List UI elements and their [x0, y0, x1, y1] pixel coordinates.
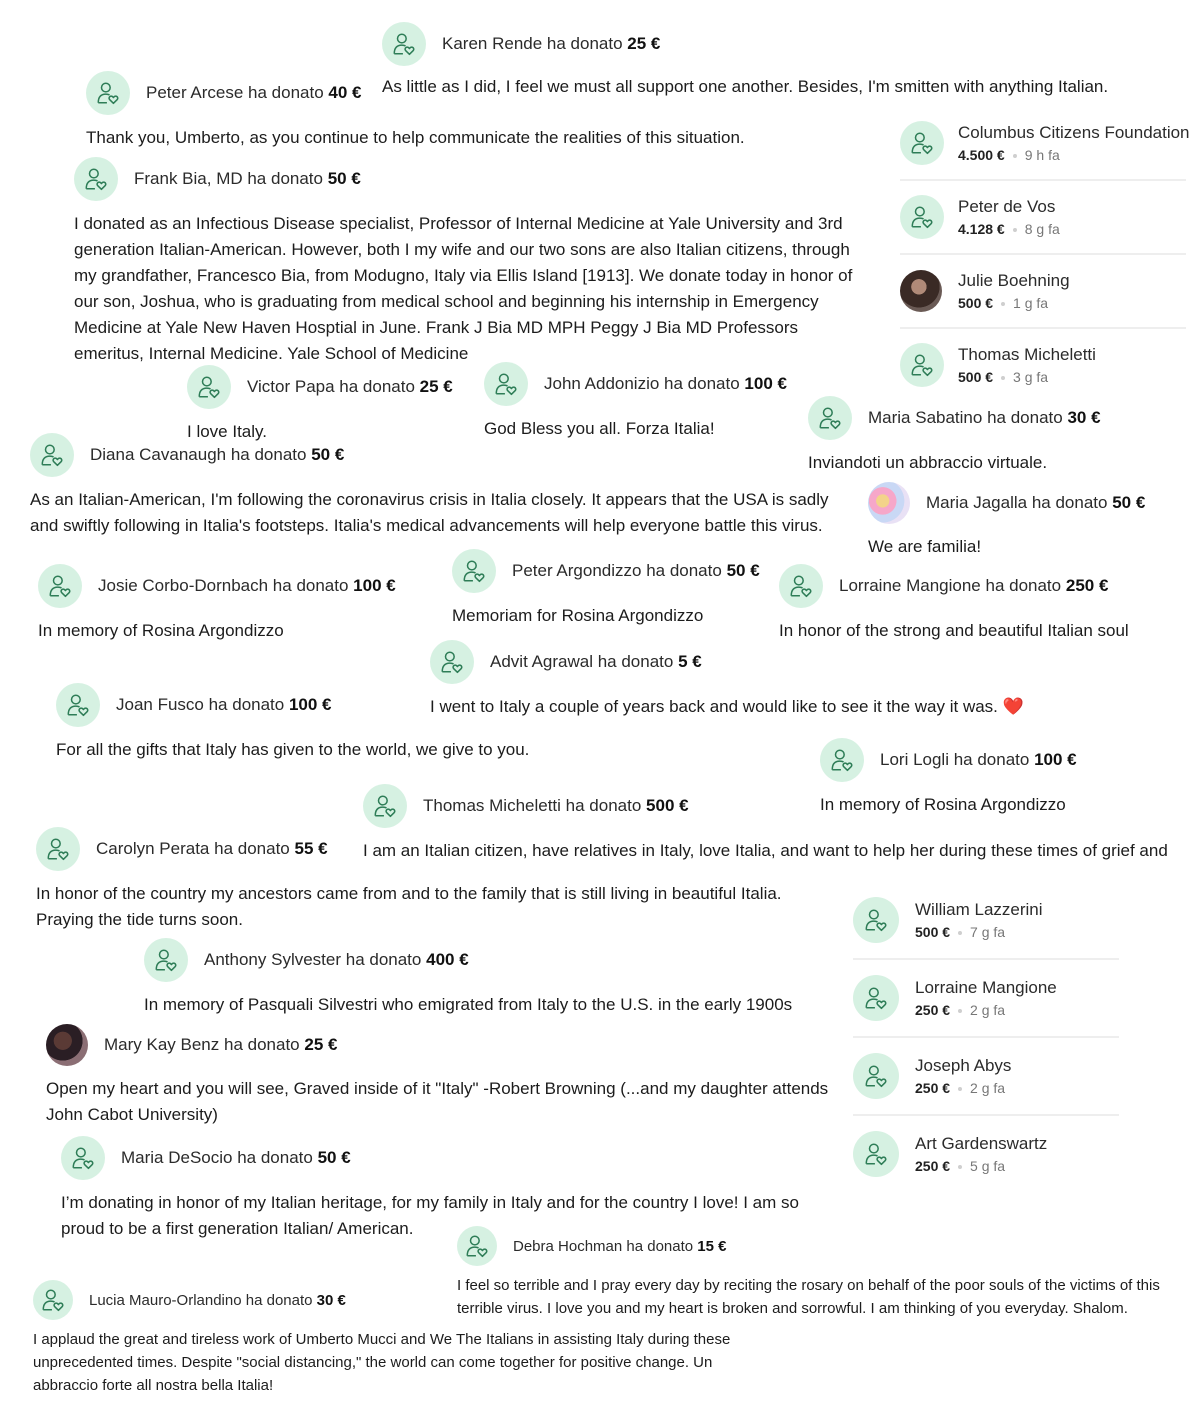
donation-message: I love Italy. [187, 422, 267, 441]
donation-card-mary-kay-benz [46, 1024, 836, 1128]
donation-message: In honor of the strong and beautiful Italian soul [779, 621, 1129, 640]
donation-amount: 50 € [1112, 493, 1146, 512]
donor-heart-icon [900, 343, 944, 387]
donor-heart-icon [457, 1226, 497, 1266]
donor-name: Anthony Sylvester ha donato 400 € [204, 950, 469, 969]
donor-avatar [46, 1024, 88, 1066]
donation-amount: 50 € [311, 445, 345, 464]
donation-card-maria-sabatino [808, 396, 1148, 476]
top-donor-meta: 4.500 € 9 h fa [958, 147, 1060, 163]
donor-name: John Addonizio ha donato 100 € [544, 374, 787, 393]
donation-amount: 100 € [1034, 750, 1077, 769]
donor-name: Maria DeSocio ha donato 50 € [121, 1148, 351, 1167]
donation-amount: 500 € [646, 796, 689, 815]
donor-heart-icon [33, 1280, 73, 1320]
top-donor-meta: 500 € 1 g fa [958, 295, 1049, 311]
donor-heart-icon [484, 362, 528, 406]
donor-avatar [868, 482, 910, 524]
donation-amount: 15 € [697, 1237, 727, 1255]
donor-name: Thomas Micheletti ha donato 500 € [423, 796, 689, 815]
donation-amount: 400 € [426, 950, 469, 969]
donor-name: Lucia Mauro-Orlandino ha donato 30 € [89, 1291, 346, 1309]
donor-heart-icon [853, 1053, 899, 1099]
donation-amount: 100 € [744, 374, 787, 393]
donor-name: Carolyn Perata ha donato 55 € [96, 839, 328, 858]
donation-message: In memory of Rosina Argondizzo [820, 795, 1066, 814]
donation-message: I feel so terrible and I pray every day by reciting the rosary on behalf of the poor souls of the victims of this terrible virus. I love you and my heart is broken and sorrowful. I am thinking of you everyday. Shalom. [457, 1277, 1160, 1317]
donor-name: Advit Agrawal ha donato 5 € [490, 652, 702, 671]
donor-heart-icon [853, 897, 899, 943]
donation-message: For all the gifts that Italy has given to the world, we give to you. [56, 740, 530, 759]
donation-amount: 100 € [288, 695, 332, 714]
donor-name: Debra Hochman ha donato 15 € [513, 1237, 727, 1255]
donation-message: God Bless you all. Forza Italia! [484, 419, 715, 438]
donor-heart-icon [56, 683, 100, 727]
top-donor-name: Thomas Micheletti [958, 345, 1096, 364]
top-donor-meta: 250 € 2 g fa [915, 1002, 1006, 1018]
donation-message: We are familia! [868, 537, 982, 556]
donor-name: Lorraine Mangione ha donato 250 € [839, 576, 1109, 595]
donation-amount: 5 € [678, 652, 702, 671]
donor-name: Mary Kay Benz ha donato 25 € [104, 1035, 338, 1054]
donor-name: Maria Jagalla ha donato 50 € [926, 493, 1146, 512]
donor-name: Karen Rende ha donato 25 € [442, 34, 661, 53]
top-donor-meta: 500 € 3 g fa [958, 369, 1049, 385]
donation-card-carolyn-perata [36, 827, 806, 933]
donor-heart-icon [382, 22, 426, 66]
donation-message: I donated as an Infectious Disease specialist, Professor of Internal Medicine at Yale University and 3rd generation Italian-American. However, both I my wife and our two sons are also Italian citizens, through my grandfather, Francesco Bia, from Modugno, Italy via Ellis Island [1913]. We donate today in honor of our son, Joshua, who is graduating from medical school and beginning his internship in Emergency Medicine at Yale New Haven Hosptial in June. Frank J Bia MD MPH Peggy J Bia MD Professors emeritus, Internal Medicine. Yale School of Medicine [74, 214, 853, 363]
donor-heart-icon [452, 549, 496, 593]
donor-name: Frank Bia, MD ha donato 50 € [134, 169, 361, 188]
donation-amount: 25 € [304, 1035, 338, 1054]
donation-card-frank-bia [74, 157, 856, 367]
donor-heart-icon [900, 121, 944, 165]
donor-heart-icon [187, 365, 231, 409]
donation-message: I went to Italy a couple of years back and would like to see it the way it was. ❤️ [430, 697, 1024, 716]
top-donor-item [900, 255, 1186, 329]
donor-name: Peter Argondizzo ha donato 50 € [512, 561, 760, 580]
donation-card-josie-corbo-dornbach [38, 564, 428, 644]
top-donor-name: Art Gardenswartz [915, 1134, 1048, 1153]
donor-avatar [900, 270, 942, 312]
top-donors-list [853, 882, 1119, 1192]
top-donor-name: Joseph Abys [915, 1056, 1012, 1075]
donation-message: As an Italian-American, I'm following the coronavirus crisis in Italia closely. It appears that the USA is sadly and swiftly following in Italia's footsteps. Italia's medical advancements will help everyone battle this virus. [30, 490, 829, 535]
donor-name: Diana Cavanaugh ha donato 50 € [90, 445, 345, 464]
donor-heart-icon [779, 564, 823, 608]
donor-name: Peter Arcese ha donato 40 € [146, 83, 362, 102]
top-donor-name: Lorraine Mangione [915, 978, 1057, 997]
donor-heart-icon [900, 195, 944, 239]
top-donor-meta: 500 € 7 g fa [915, 924, 1006, 940]
donation-message: Open my heart and you will see, Graved inside of it "Italy" -Robert Browning (...and my daughter attends John Cabot University) [46, 1079, 829, 1124]
donation-message: Thank you, Umberto, as you continue to help communicate the realities of this situation. [86, 128, 745, 147]
donation-message: In honor of the country my ancestors came from and to the family that is still living in beautiful Italia. Praying the tide turns soon. [36, 884, 782, 929]
donor-heart-icon [820, 738, 864, 782]
donor-name: Victor Papa ha donato 25 € [247, 377, 453, 396]
donation-message: In memory of Pasquali Silvestri who emigrated from Italy to the U.S. in the early 1900s [144, 995, 793, 1014]
donation-message: In memory of Rosina Argondizzo [38, 621, 284, 640]
donation-amount: 30 € [1067, 408, 1101, 427]
donor-name: Josie Corbo-Dornbach ha donato 100 € [98, 576, 396, 595]
donation-card-maria-jagalla [868, 482, 1168, 560]
top-donor-meta: 4.128 € 8 g fa [958, 221, 1060, 237]
donor-heart-icon [30, 433, 74, 477]
donor-heart-icon [363, 784, 407, 828]
donation-message: As little as I did, I feel we must all support one another. Besides, I'm smitten with anything Italian. [382, 77, 1109, 96]
donation-amount: 30 € [316, 1291, 346, 1309]
top-donor-item [853, 882, 1119, 960]
donation-amount: 25 € [627, 34, 661, 53]
donation-message: Memoriam for Rosina Argondizzo [452, 606, 704, 625]
donation-amount: 40 € [328, 83, 362, 102]
donation-amount: 100 € [353, 576, 396, 595]
donation-amount: 50 € [327, 169, 361, 188]
donor-heart-icon [853, 975, 899, 1021]
donation-card-diana-cavanaugh [30, 433, 830, 539]
donation-card-anthony-sylvester [144, 938, 844, 1018]
donor-heart-icon [144, 938, 188, 982]
top-donor-item [853, 1116, 1119, 1192]
top-donors-list [900, 107, 1190, 401]
donation-card-lucia-mauro-orlandino [33, 1280, 753, 1397]
donation-message: I am an Italian citizen, have relatives in Italy, love Italia, and want to help her during these times of grief and [363, 841, 1168, 860]
donor-heart-icon [74, 157, 118, 201]
donor-heart-icon [38, 564, 82, 608]
top-donor-name: Columbus Citizens Foundation [958, 123, 1190, 142]
donation-message: I’m donating in honor of my Italian heritage, for my family in Italy and for the country I love! I am so proud to be a first generation Italian/ American. [61, 1193, 799, 1238]
top-donor-item [900, 329, 1186, 401]
donor-heart-icon [853, 1131, 899, 1177]
donor-heart-icon [86, 71, 130, 115]
donation-amount: 50 € [726, 561, 760, 580]
donor-heart-icon [61, 1136, 105, 1180]
donation-card-peter-argondizzo [452, 549, 782, 629]
donor-heart-icon [430, 640, 474, 684]
donation-message: Inviandoti un abbraccio virtuale. [808, 453, 1048, 472]
top-donor-name: Peter de Vos [958, 197, 1056, 216]
donor-name: Joan Fusco ha donato 100 € [116, 695, 332, 714]
donation-card-peter-arcese [86, 71, 826, 151]
top-donor-name: Julie Boehning [958, 271, 1070, 290]
donation-message: I applaud the great and tireless work of Umberto Mucci and We The Italians in assisting Italy during these unprecedented times. Despite "social distancing," the world can come together for positive change. Un abbraccio forte all nostra bella Italia! [33, 1331, 731, 1394]
donor-name: Lori Logli ha donato 100 € [880, 750, 1077, 769]
donation-card-john-addonizio [484, 362, 804, 442]
donation-card-joan-fusco [56, 683, 576, 763]
top-donor-item [900, 107, 1190, 181]
top-donor-item [853, 1038, 1119, 1116]
donation-amount: 50 € [317, 1148, 351, 1167]
donation-amount: 55 € [294, 839, 328, 858]
top-donor-item [900, 181, 1186, 255]
top-donor-meta: 250 € 2 g fa [915, 1080, 1006, 1096]
top-donor-item [853, 960, 1119, 1038]
donation-amount: 25 € [419, 377, 453, 396]
top-donor-meta: 250 € 5 g fa [915, 1158, 1006, 1174]
donor-name: Maria Sabatino ha donato 30 € [868, 408, 1101, 427]
donor-heart-icon [36, 827, 80, 871]
donation-card-lorraine-mangione [779, 564, 1159, 644]
donation-amount: 250 € [1065, 576, 1109, 595]
top-donor-name: William Lazzerini [915, 900, 1043, 919]
